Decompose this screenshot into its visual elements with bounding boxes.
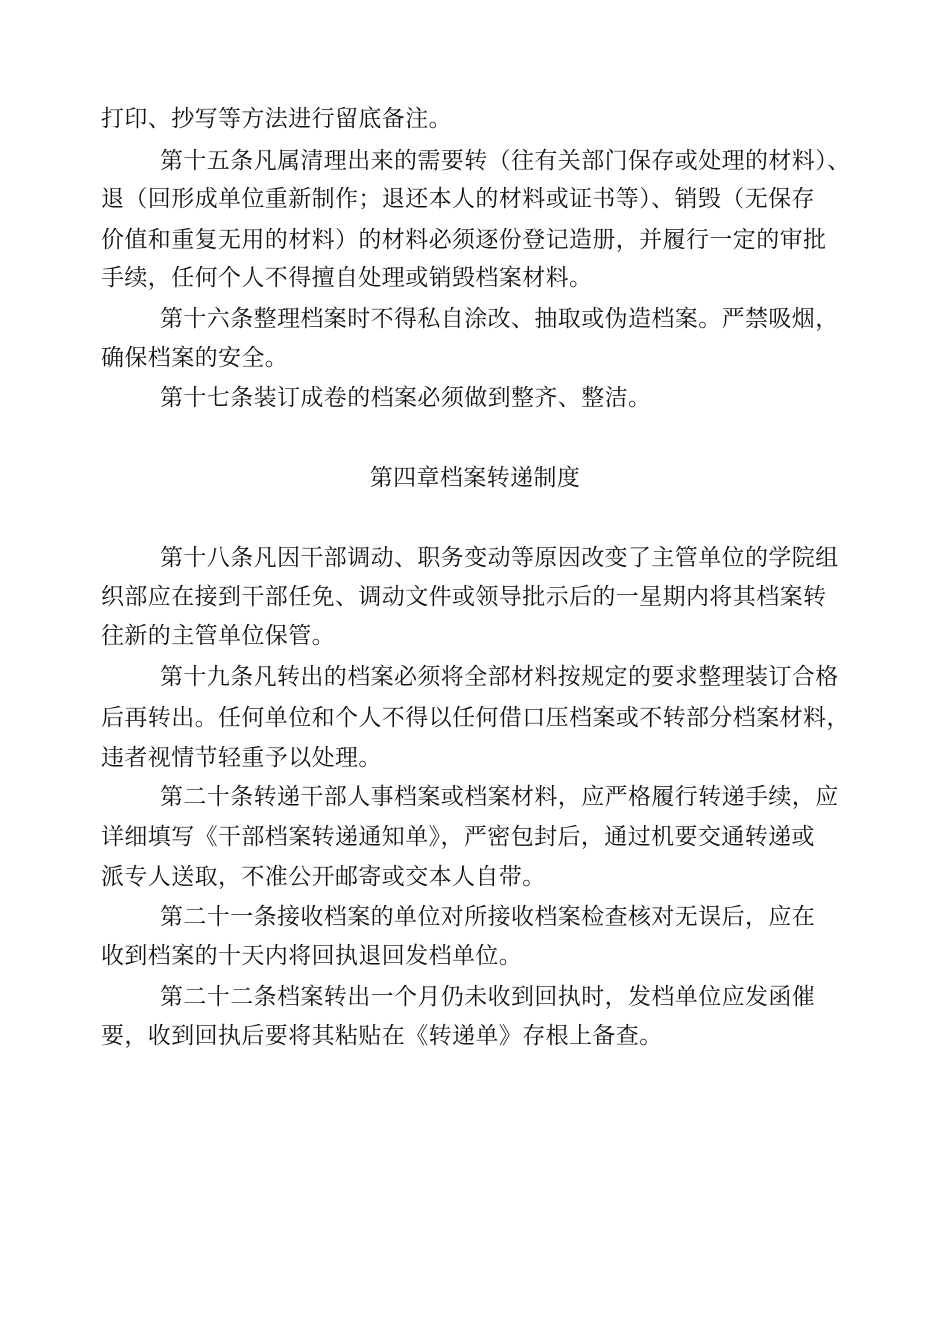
text-line: 打印、抄写等方法进行留底备注。 bbox=[101, 106, 452, 132]
article-15-line: 价值和重复无用的材料）的材料必须逐份登记造册，并履行一定的审批 bbox=[101, 227, 827, 253]
article-18-line: 往新的主管单位保管。 bbox=[101, 623, 335, 649]
article-20-line: 派专人送取，不准公开邮寄或交本人自带。 bbox=[101, 864, 546, 890]
article-19-line: 第十九条凡转出的档案必须将全部材料按规定的要求整理装订合格 bbox=[160, 664, 839, 690]
article-18-line: 第十八条凡因干部调动、职务变动等原因改变了主管单位的学院组 bbox=[160, 545, 839, 571]
article-22-line: 第二十二条档案转出一个月仍未收到回执时，发档单位应发函催 bbox=[160, 984, 816, 1010]
article-15-line: 第十五条凡属清理出来的需要转（往有关部门保存或处理的材料）、 bbox=[160, 148, 851, 174]
article-18-line: 织部应在接到干部任免、调动文件或领导批示后的一星期内将其档案转 bbox=[101, 584, 827, 610]
article-21-line: 收到档案的十天内将回执退回发档单位。 bbox=[101, 943, 523, 969]
article-15-line: 退（回形成单位重新制作；退还本人的材料或证书等）、销毁（无保存 bbox=[101, 186, 815, 212]
article-22-line: 要，收到回执后要将其粘贴在《转递单》存根上备查。 bbox=[101, 1023, 663, 1049]
article-16-line: 第十六条整理档案时不得私自涂改、抽取或伪造档案。严禁吸烟， bbox=[160, 306, 839, 332]
chapter-heading: 第四章档案转递制度 bbox=[369, 465, 581, 491]
article-20-line: 详细填写《干部档案转递通知单》，严密包封后，通过机要交通转递或 bbox=[101, 824, 815, 850]
article-19-line: 后再转出。任何单位和个人不得以任何借口压档案或不转部分档案材料， bbox=[101, 705, 850, 731]
article-17-line: 第十七条装订成卷的档案必须做到整齐、整洁。 bbox=[160, 385, 652, 411]
article-20-line: 第二十条转递干部人事档案或档案材料，应严格履行转递手续，应 bbox=[160, 784, 839, 810]
article-21-line: 第二十一条接收档案的单位对所接收档案检查核对无误后，应在 bbox=[160, 904, 816, 930]
article-19-line: 违者视情节轻重予以处理。 bbox=[101, 745, 382, 771]
article-15-line: 手续，任何个人不得擅自处理或销毁档案材料。 bbox=[101, 265, 593, 291]
article-16-line: 确保档案的安全。 bbox=[101, 345, 289, 371]
